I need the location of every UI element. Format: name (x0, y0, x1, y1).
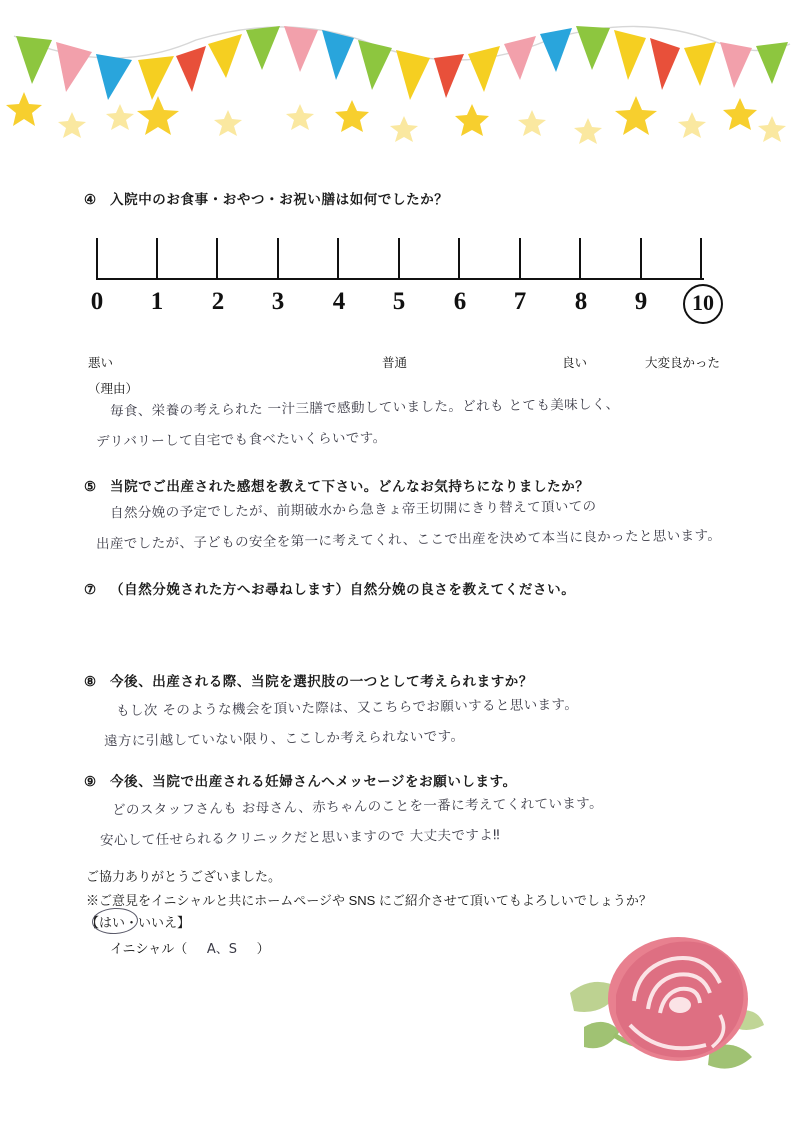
scale-tick-3 (277, 238, 279, 280)
question-8-number: ⑧ (84, 674, 97, 689)
consent-question-text: ※ご意見をイニシャルと共にホームページや SNS にご紹介させて頂いてもよろしいでしょうか？ (86, 893, 652, 908)
answer-4-line-1: 毎食、栄養の考えられた 一汁三膳で感動していました。どれも とても美味しく、 (109, 396, 620, 420)
scale-label-8[interactable]: 8 (574, 288, 588, 315)
scale-tick-10 (700, 238, 702, 280)
rating-scale-axis (96, 238, 704, 290)
question-7-number: ⑦ (84, 582, 97, 597)
question-4-text: 入院中のお食事・おやつ・お祝い膳は如何でしたか？ (110, 192, 449, 207)
scale-label-4[interactable]: 4 (332, 288, 346, 315)
scale-label-2[interactable]: 2 (211, 288, 225, 315)
question-9-text: 今後、当院で出産される妊婦さんへメッセージをお願いします。 (110, 774, 517, 789)
scale-tick-7 (519, 238, 521, 280)
scale-label-6[interactable]: 6 (453, 288, 467, 315)
reason-label: （理由） (88, 382, 139, 396)
question-8 (84, 670, 533, 690)
scale-label-5[interactable]: 5 (392, 288, 406, 315)
question-5 (84, 475, 589, 495)
consent-options: 【はい・いいえ】 (86, 915, 191, 930)
question-9 (84, 770, 517, 790)
scale-tick-0 (96, 238, 98, 280)
scale-label-1[interactable]: 1 (150, 288, 164, 315)
answer-5-line-2: 出産でしたが、子どもの安全を第一に考えてくれ、ここで出産を決めて本当に良かったと思います。 (95, 527, 722, 553)
scale-tick-1 (156, 238, 158, 280)
thanks-text: ご協力ありがとうございました。 (86, 869, 282, 884)
scale-label-9[interactable]: 9 (634, 288, 648, 315)
rose-illustration (560, 915, 770, 1095)
scale-baseline (96, 278, 704, 280)
scale-tick-5 (398, 238, 400, 280)
scale-tick-6 (458, 238, 460, 280)
initial-value: A、S (206, 942, 238, 957)
question-5-text: 当院でご出産された感想を教えて下さい。どんなお気持ちになりましたか？ (110, 479, 590, 494)
question-7 (84, 578, 575, 598)
question-8-text: 今後、出産される際、当院を選択肢の一つとして考えられますか？ (110, 674, 533, 689)
scale-tick-8 (579, 238, 581, 280)
scale-tick-4 (337, 238, 339, 280)
question-4 (84, 188, 448, 208)
answer-8-line-2: 遠方に引越していない限り、ここしか考えられないです。 (103, 728, 465, 750)
answer-5-line-1: 自然分娩の予定でしたが、前期破水から急きょ帝王切開にきり替えて頂いての (109, 498, 597, 522)
question-5-number: ⑤ (84, 479, 97, 494)
rating-scale-labels (80, 288, 720, 322)
bunting-header-decoration (0, 0, 799, 160)
answer-8-line-1: もし次 そのような機会を頂いた際は、又こちらでお願いすると思います。 (115, 696, 579, 720)
scale-anchor-normal: 普通 (382, 356, 408, 370)
initial-line (110, 938, 270, 957)
answer-9-line-1: どのスタッフさんも お母さん、赤ちゃんのことを一番に考えてくれています。 (111, 795, 604, 819)
scale-anchor-very-good: 大変良かった (645, 356, 721, 370)
answer-9-line-2: 安心して任せられるクリニックだと思いますので 大丈夫ですよ‼ (99, 827, 501, 849)
scale-anchor-bad: 悪い (88, 356, 114, 370)
scale-label-0[interactable]: 0 (90, 288, 104, 315)
answer-4-line-2: デリバリーして自宅でも食べたいくらいです。 (95, 429, 387, 451)
scale-tick-2 (216, 238, 218, 280)
scale-label-7[interactable]: 7 (513, 288, 527, 315)
scale-label-10-selected[interactable]: 10 (683, 284, 723, 324)
question-9-number: ⑨ (84, 774, 97, 789)
question-4-number: ④ (84, 192, 97, 207)
scale-tick-9 (640, 238, 642, 280)
initial-label: イニシャル（ (110, 941, 188, 956)
initial-close-paren: ） (256, 941, 270, 956)
question-7-text: （自然分娩された方へお尋ねします）自然分娩の良さを教えてください。 (110, 582, 576, 597)
scale-label-3[interactable]: 3 (271, 288, 285, 315)
scale-anchor-good: 良い (562, 356, 588, 370)
